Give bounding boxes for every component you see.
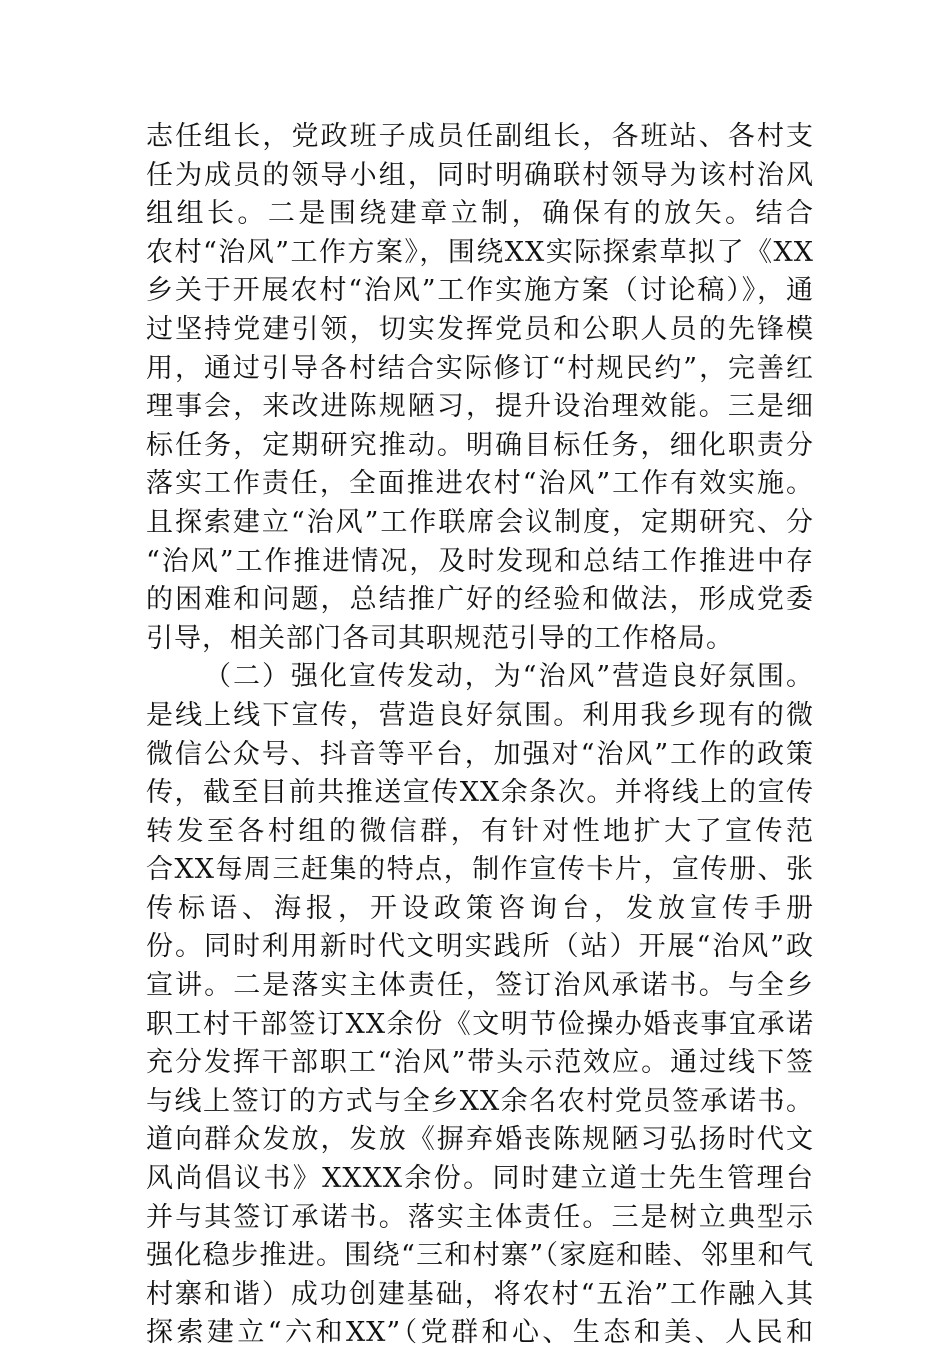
- text-line: 的困难和问题，总结推广好的经验和做法，形成党委: [146, 584, 814, 616]
- text-line: 转发至各村组的微信群，有针对性地扩大了宣传范: [146, 815, 814, 847]
- text-line: 强化稳步推进。围绕“三和村寨”（家庭和睦、邻里和气: [146, 1240, 814, 1272]
- text-line: 传标语、海报，开设政策咨询台，发放宣传手册: [146, 892, 814, 924]
- text-line: 微信公众号、抖音等平台，加强对“治风”工作的政策: [146, 738, 814, 770]
- text-line: 并与其签订承诺书。落实主体责任。三是树立典型示: [146, 1201, 814, 1233]
- text-line: 探索建立“六和XX”（党群和心、生态和美、人民和: [146, 1317, 814, 1349]
- text-line: 理事会，来改进陈规陋习，提升设治理效能。三是细: [146, 391, 814, 423]
- text-line: 充分发挥干部职工“治风”带头示范效应。通过线下签: [146, 1047, 814, 1079]
- text-line: 宣讲。二是落实主体责任，签订治风承诺书。与全乡: [146, 970, 814, 1002]
- text-line: 村寨和谐）成功创建基础，将农村“五治”工作融入其: [146, 1278, 814, 1310]
- text-line: “治风”工作推进情况，及时发现和总结工作推进中存: [146, 545, 814, 577]
- text-line: 且探索建立“治风”工作联席会议制度，定期研究、分: [146, 506, 814, 538]
- text-line: 用，通过引导各村结合实际修订“村规民约”，完善红: [146, 352, 814, 384]
- text-line: 组组长。二是围绕建章立制，确保有的放矢。结合: [146, 198, 814, 230]
- body-text: [146, 118, 814, 1353]
- text-line: 过坚持党建引领，切实发挥党员和公职人员的先锋模: [146, 313, 814, 345]
- text-line: 道向群众发放，发放《摒弃婚丧陈规陋习弘扬时代文: [146, 1124, 814, 1156]
- paragraph-end-line: 引导，相关部门各司其职规范引导的工作格局。: [146, 622, 734, 654]
- text-line: 志任组长，党政班子成员任副组长，各班站、各村支: [146, 121, 814, 152]
- section-heading-line: （二）强化宣传发动，为“治风”营造良好氛围。: [204, 661, 814, 693]
- text-line: 标任务，定期研究推动。明确目标任务，细化职责分: [146, 429, 814, 461]
- text-line: 农村“治风”工作方案》，围绕XX实际探索草拟了《XX: [146, 236, 814, 268]
- text-line: 份。同时利用新时代文明实践所（站）开展“治风”政: [146, 931, 814, 963]
- text-line: 风尚倡议书》XXXX余份。同时建立道士先生管理台: [146, 1163, 814, 1195]
- text-line: 落实工作责任，全面推进农村“治风”工作有效实施。: [146, 468, 814, 500]
- text-line: 是线上线下宣传，营造良好氛围。利用我乡现有的微: [146, 699, 814, 731]
- text-line: 职工村干部签订XX余份《文明节俭操办婚丧事宜承诺: [146, 1008, 814, 1040]
- text-line: 合XX每周三赶集的特点，制作宣传卡片，宣传册、张: [146, 854, 814, 886]
- text-line: 乡关于开展农村“治风”工作实施方案（讨论稿）》，通: [146, 275, 814, 307]
- text-line: 任为成员的领导小组，同时明确联村领导为该村治风: [146, 159, 814, 191]
- text-line: 与线上签订的方式与全乡XX余名农村党员签承诺书。: [146, 1085, 814, 1117]
- text-line: 传，截至目前共推送宣传XX余条次。并将线上的宣传: [146, 777, 814, 809]
